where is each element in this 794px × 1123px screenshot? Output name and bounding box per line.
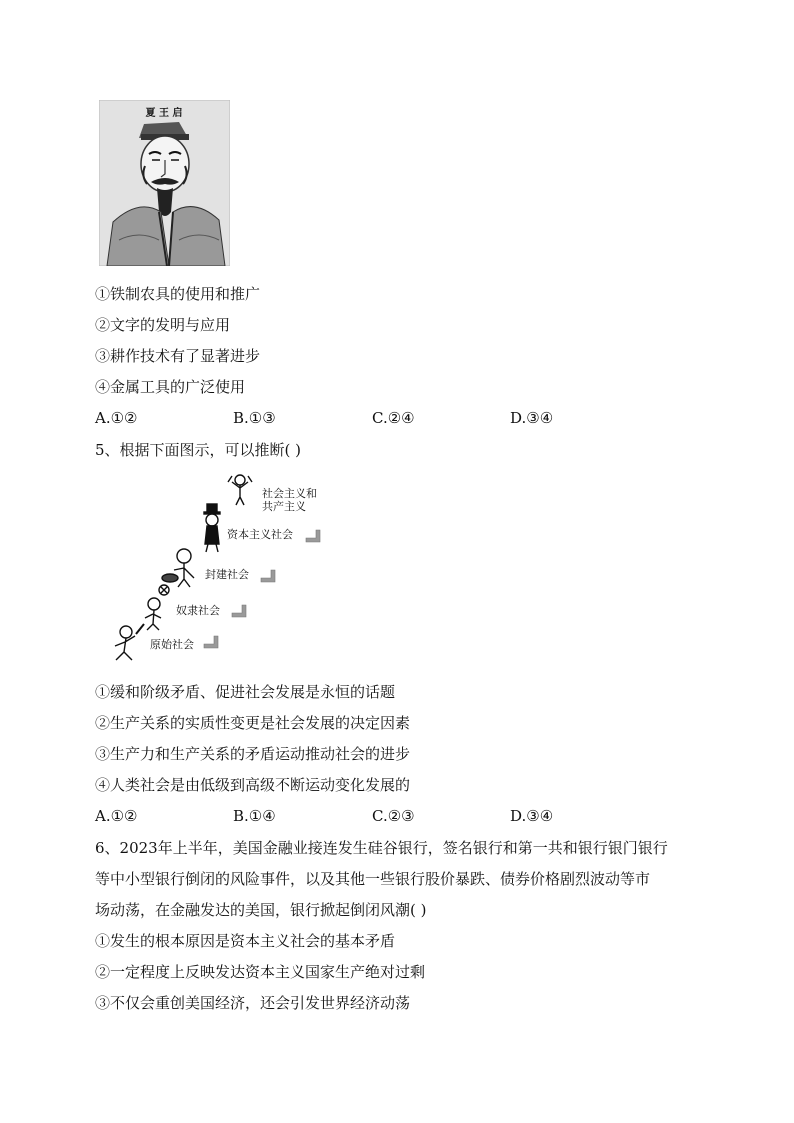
label-communism-line2: 共产主义 xyxy=(262,500,306,513)
q5-option-b[interactable]: B.①④ xyxy=(233,807,276,825)
label-slave-society: 奴隶社会 xyxy=(176,604,220,617)
q6-stem-line-3: 场动荡，在金融发达的美国，银行掀起倒闭风潮( ) xyxy=(95,901,427,919)
q6-statement-1: ①发生的根本原因是资本主义社会的基本矛盾 xyxy=(95,932,396,950)
q5-statement-1: ①缓和阶级矛盾、促进社会发展是永恒的话题 xyxy=(95,683,396,701)
q4-option-c[interactable]: C.②④ xyxy=(372,409,415,427)
portrait-caption: 夏 王 启 xyxy=(145,108,183,119)
q5-option-a[interactable]: A.①② xyxy=(95,807,138,825)
q6-stem-line-2: 等中小型银行倒闭的风险事件，以及其他一些银行股价暴跌、债券价格剧烈波动等市 xyxy=(95,870,651,888)
q5-option-c[interactable]: C.②③ xyxy=(372,807,415,825)
label-capitalist-society: 资本主义社会 xyxy=(227,528,293,541)
label-feudal-society: 封建社会 xyxy=(205,568,249,581)
q4-option-a[interactable]: A.①② xyxy=(95,409,138,427)
q5-option-d[interactable]: D.③④ xyxy=(510,807,554,825)
portrait-figure xyxy=(99,100,230,266)
label-primitive-society: 原始社会 xyxy=(150,638,194,651)
q5-statement-4: ④人类社会是由低级到高级不断运动变化发展的 xyxy=(95,776,411,794)
q4-statement-2: ②文字的发明与应用 xyxy=(95,316,231,334)
q4-statement-4: ④金属工具的广泛使用 xyxy=(95,378,246,396)
q4-option-b[interactable]: B.①③ xyxy=(233,409,276,427)
q4-statement-3: ③耕作技术有了显著进步 xyxy=(95,347,261,365)
q5-statement-2: ②生产关系的实质性变更是社会发展的决定因素 xyxy=(95,714,411,732)
q6-statement-2: ②一定程度上反映发达资本主义国家生产绝对过剩 xyxy=(95,963,426,981)
q4-option-d[interactable]: D.③④ xyxy=(510,409,554,427)
q6-statement-3: ③不仅会重创美国经济，还会引发世界经济动荡 xyxy=(95,994,411,1012)
society-stairs-figure xyxy=(104,472,334,672)
q5-statement-3: ③生产力和生产关系的矛盾运动推动社会的进步 xyxy=(95,745,411,763)
stair-arrow-icons xyxy=(204,530,320,648)
q4-statement-1: ①铁制农具的使用和推广 xyxy=(95,285,261,303)
xia-king-portrait-image xyxy=(99,100,230,266)
society-stairs-image xyxy=(104,472,334,672)
q5-stem: 5、根据下面图示，可以推断( ) xyxy=(95,441,302,459)
label-socialism-line1: 社会主义和 xyxy=(262,487,317,500)
q6-stem-line-1: 6、2023年上半年，美国金融业接连发生硅谷银行，签名银行和第一共和银行银门银行 xyxy=(95,839,668,857)
